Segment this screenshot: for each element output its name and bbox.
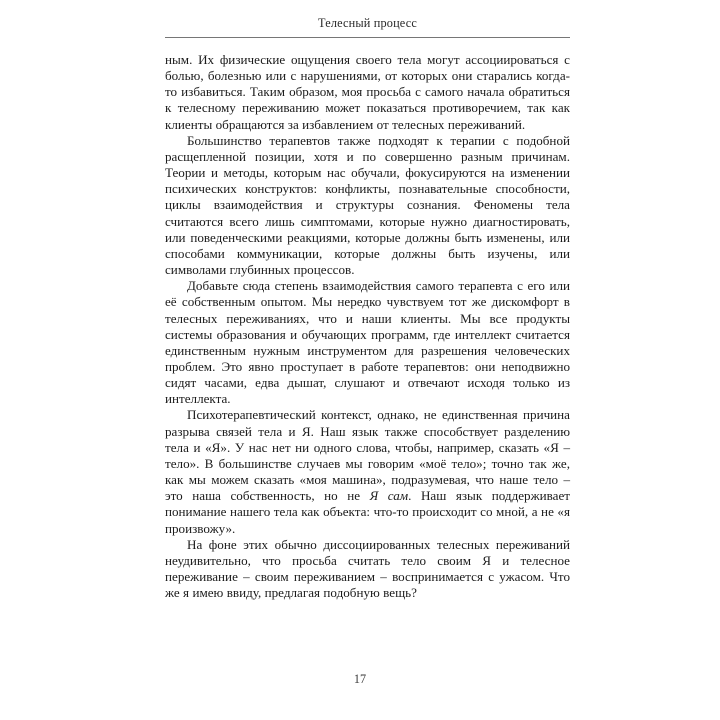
paragraph-segment-italic: Я сам [369, 488, 409, 504]
paragraph-segment: Психотерапевтический контекст, однако, не единственная причина разрыва связей тела и Я. Наш язык также способствует разделению тела и «Я». У нас нет ни одного слова, чтобы, например, сказать «Я – тело». В большинстве случаев мы говорим «моё тело»; точно так же, как мы можем сказать «моя машина», подразумевая, что наше тело – это наша собственность, но не [165, 407, 570, 504]
paragraph: ным. Их физические ощущения своего тела могут ассоциироваться с болью, болезнью или с нарушениями, от которых они старались когда-то избавиться. Таким образом, моя просьба с самого начала обратиться к телесному переживанию может показаться противоречием, так как клиенты обращаются за избавлением от телесных переживаний. [165, 52, 570, 132]
page-body [165, 52, 570, 601]
paragraph: На фоне этих обычно диссоциированных телесных переживаний неудивительно, что просьба считать тело своим Я и телесное переживание – своим переживанием – воспринимается с ужасом. Что же я имею ввиду, предлагая подобную вещь? [165, 536, 570, 601]
paragraph [165, 407, 570, 536]
page-number: 17 [353, 672, 367, 686]
paragraph: Большинство терапевтов также подходят к терапии с подобной расщепленной позиции, хотя и по совершенно разным причинам. Теории и методы, которым нас обучали, фокусируются на изменении психических конструктов: конфликты, познавательные способности, циклы взаимодействия и структуры сознания. Феномены тела считаются всего лишь симптомами, которые нужно диагностировать, или поведенческими реакциями, которые должны быть изменены, или способами коммуникации, которые должны быть изучены, или символами глубинных процессов. [165, 132, 570, 278]
running-head: Телесный процесс [318, 16, 417, 30]
paragraph-segment: . Наш язык поддерживает понимание нашего тела как объекта: что-то происходит со мной, а не «я произвожу». [165, 488, 571, 536]
page-header [165, 16, 570, 38]
paragraph: Добавьте сюда степень взаимодействия самого терапевта с его или её собственным опытом. Мы нередко чувствуем тот же дискомфорт в телесных переживаниях, что и наши клиенты. Мы все продукты системы образования и обучающих программ, где интеллект считается единственным нужным инструментом для разрешения человеческих проблем. Это явно проступает в работе терапевтов: они неподвижно сидят часами, едва дышат, слушают и отвечают исходя только из интеллекта. [165, 278, 570, 407]
header-divider [165, 37, 570, 38]
